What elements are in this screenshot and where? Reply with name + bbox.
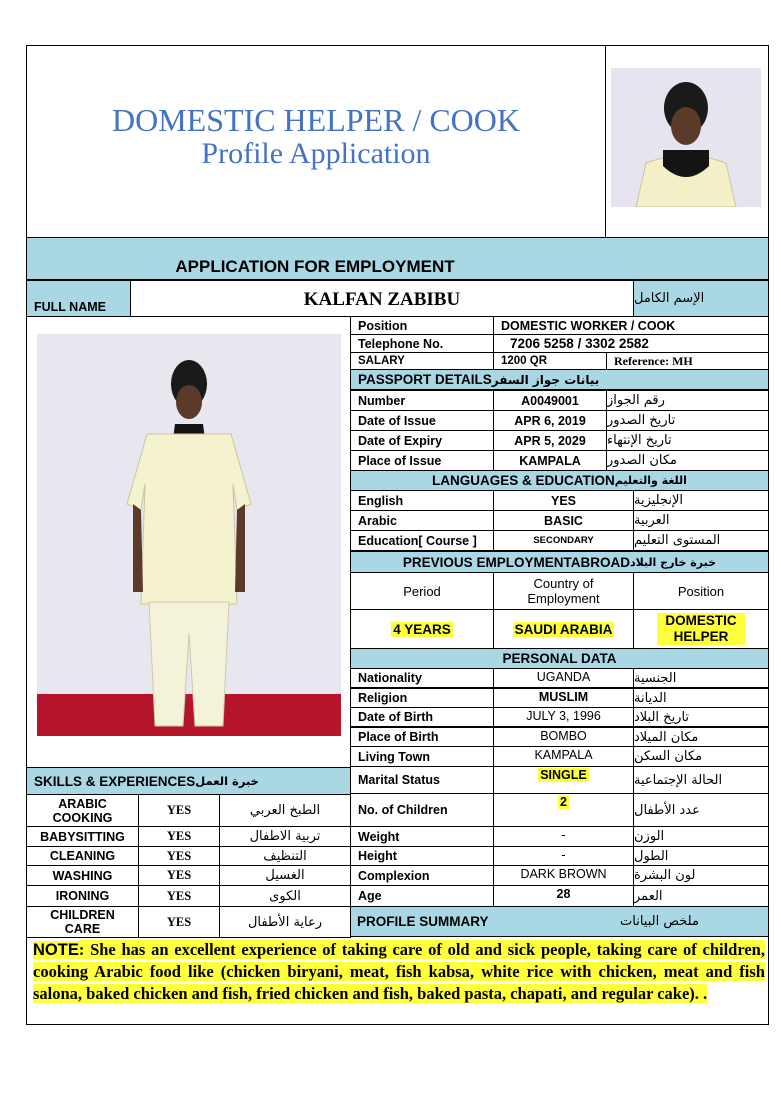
telephone-label: Telephone No. [350, 334, 494, 353]
employment-title: PREVIOUS EMPLOYMENTABROAD [402, 554, 630, 570]
personal-row-ar: مكان السكن [633, 746, 769, 767]
language-row-value: BASIC [493, 510, 634, 531]
header-title-line2: Profile Application [201, 137, 431, 170]
employment-col-period: Period [350, 572, 494, 610]
personal-row-label: Weight [350, 826, 494, 847]
passport-row-value: APR 6, 2019 [493, 410, 607, 431]
passport-row-ar: تاريخ الإنتهاء [606, 430, 769, 451]
passport-row-label: Date of Issue [350, 410, 494, 431]
skill-row-label: CLEANING [26, 846, 139, 866]
personal-row-value: JULY 3, 1996 [493, 707, 634, 727]
passport-row-ar: مكان الصدور [606, 450, 769, 471]
note-text: : She has an excellent experience of taking care of old and sick people, taking care of children, cooking Arabic food like (chicken biryani, meat, fish kabsa, white rice with chicken, meat and fish salona, baked chicken and fish, fried chicken and fish, baked pasta, chapati, and regular cake). . [33, 940, 765, 1003]
employment-title-ar: خبرة خارج البلاد [629, 555, 717, 569]
employment-period: 4 YEARS [393, 621, 451, 637]
languages-title: LANGUAGES & EDUCATION [432, 473, 615, 488]
position-value: DOMESTIC WORKER / COOK [493, 316, 769, 335]
skill-row-ar: الغسيل [219, 865, 351, 886]
personal-row-ar: الديانة [633, 688, 769, 708]
employment-position-cell [633, 609, 769, 649]
employment-header [350, 551, 769, 573]
personal-row-ar: مكان الميلاد [633, 727, 769, 747]
header-title-line1: DOMESTIC HELPER / COOK [111, 102, 520, 138]
language-row-label: Arabic [350, 510, 494, 531]
language-row-ar: الإنجليزية [633, 490, 769, 511]
personal-row-value: 28 [493, 885, 634, 907]
personal-row-label: No. of Children [350, 793, 494, 827]
languages-header [350, 470, 769, 491]
employment-country-cell [493, 609, 634, 649]
telephone-value: 7206 5258 / 3302 2582 [493, 334, 769, 353]
summary-label-ar: ملخص البيانات [620, 914, 699, 929]
personal-row-label: Age [350, 885, 494, 907]
employment-country: SAUDI ARABIA [514, 621, 613, 637]
portrait-full [37, 334, 341, 736]
personal-row-value: - [493, 826, 634, 847]
skills-title-ar: خبرة العمل [195, 774, 259, 788]
personal-row-value: MUSLIM [493, 688, 634, 708]
skill-row-ar: الطبخ العربي [219, 794, 351, 827]
reference-value: Reference: MH [606, 352, 769, 370]
personal-row-value: KAMPALA [493, 746, 634, 767]
passport-row-label: Place of Issue [350, 450, 494, 471]
employment-col-position: Position [633, 572, 769, 610]
personal-row-label: Living Town [350, 746, 494, 767]
employment-period-cell [350, 609, 494, 649]
personal-row-ar: الحالة الإجتماعية [633, 766, 769, 794]
note-block [33, 939, 765, 1023]
skill-row-label: WASHING [26, 865, 139, 886]
personal-row-label: Nationality [350, 668, 494, 688]
employment-col-country: Country of Employment [493, 572, 634, 610]
personal-row-ar: عدد الأطفال [633, 793, 769, 827]
personal-row-value [493, 793, 634, 827]
passport-row-label: Number [350, 390, 494, 411]
header-divider [605, 45, 606, 238]
header-title-block [27, 102, 605, 172]
skill-row-value: YES [138, 885, 220, 907]
personal-row-value: BOMBO [493, 727, 634, 747]
note-label: NOTE [33, 941, 79, 959]
banner-title: APPLICATION FOR EMPLOYMENT [175, 257, 455, 276]
personal-row-value: - [493, 846, 634, 866]
personal-row-ar: الطول [633, 846, 769, 866]
language-row-label: English [350, 490, 494, 511]
employment-position: DOMESTIC HELPER [657, 613, 745, 645]
languages-title-ar: اللغة والتعليم [614, 474, 687, 487]
skill-row-value: YES [138, 846, 220, 866]
skills-header [26, 767, 351, 795]
passport-header [350, 369, 769, 390]
skill-row-value: YES [138, 794, 220, 827]
personal-row-ar: الوزن [633, 826, 769, 847]
skill-row-ar: رعاية الأطفال [219, 906, 351, 938]
personal-row-value-highlight: 2 [560, 795, 567, 809]
fullname-label: FULL NAME [26, 280, 131, 317]
fullname-label-ar: الإسم الكامل [633, 280, 769, 317]
personal-row-label: Date of Birth [350, 707, 494, 727]
skill-row-value: YES [138, 906, 220, 938]
personal-row-value: DARK BROWN [493, 865, 634, 886]
skill-row-ar: التنظيف [219, 846, 351, 866]
passport-row-ar: تاريخ الصدور [606, 410, 769, 431]
skill-row-value: YES [138, 865, 220, 886]
skill-row-label: IRONING [26, 885, 139, 907]
passport-row-value: A0049001 [493, 390, 607, 411]
personal-row-label: Religion [350, 688, 494, 708]
personal-row-label: Place of Birth [350, 727, 494, 747]
skills-title: SKILLS & EXPERIENCES [34, 773, 196, 789]
personal-row-ar: تاريخ البلاد [633, 707, 769, 727]
skill-row-ar: تربية الاطفال [219, 826, 351, 847]
position-label: Position [350, 316, 494, 335]
personal-row-ar: الجنسية [633, 668, 769, 688]
passport-title-ar: بيانات جواز السفر [491, 372, 600, 387]
skill-row-label: BABYSITTING [26, 826, 139, 847]
skill-row-label: ARABIC COOKING [26, 794, 139, 827]
passport-row-value: APR 5, 2029 [493, 430, 607, 451]
language-row-value: YES [493, 490, 634, 511]
personal-row-value-highlight: SINGLE [540, 768, 587, 782]
personal-header: PERSONAL DATA [350, 648, 769, 669]
salary-value: 1200 QR [493, 352, 607, 370]
passport-row-value: KAMPALA [493, 450, 607, 471]
personal-row-ar: لون البشرة [633, 865, 769, 886]
personal-row-value: UGANDA [493, 668, 634, 688]
passport-title: PASSPORT DETAILS [358, 372, 492, 387]
passport-row-ar: رقم الجواز [606, 390, 769, 411]
portrait-small [611, 68, 761, 207]
skill-row-value: YES [138, 826, 220, 847]
personal-row-label: Marital Status [350, 766, 494, 794]
personal-row-label: Complexion [350, 865, 494, 886]
skill-row-label: CHILDREN CARE [26, 906, 139, 938]
personal-row-ar: العمر [633, 885, 769, 907]
language-row-ar: المستوى التعليم [633, 530, 769, 551]
personal-row-label: Height [350, 846, 494, 866]
language-row-ar: العربية [633, 510, 769, 531]
passport-row-label: Date of Expiry [350, 430, 494, 451]
fullname-value: KALFAN ZABIBU [130, 280, 634, 317]
summary-label: PROFILE SUMMARY [357, 914, 489, 929]
language-row-label: Education[ Course ] [350, 530, 494, 551]
salary-label: SALARY [350, 352, 494, 370]
skill-row-ar: الكوى [219, 885, 351, 907]
personal-row-value [493, 766, 634, 794]
language-row-value: SECONDARY [493, 530, 634, 551]
